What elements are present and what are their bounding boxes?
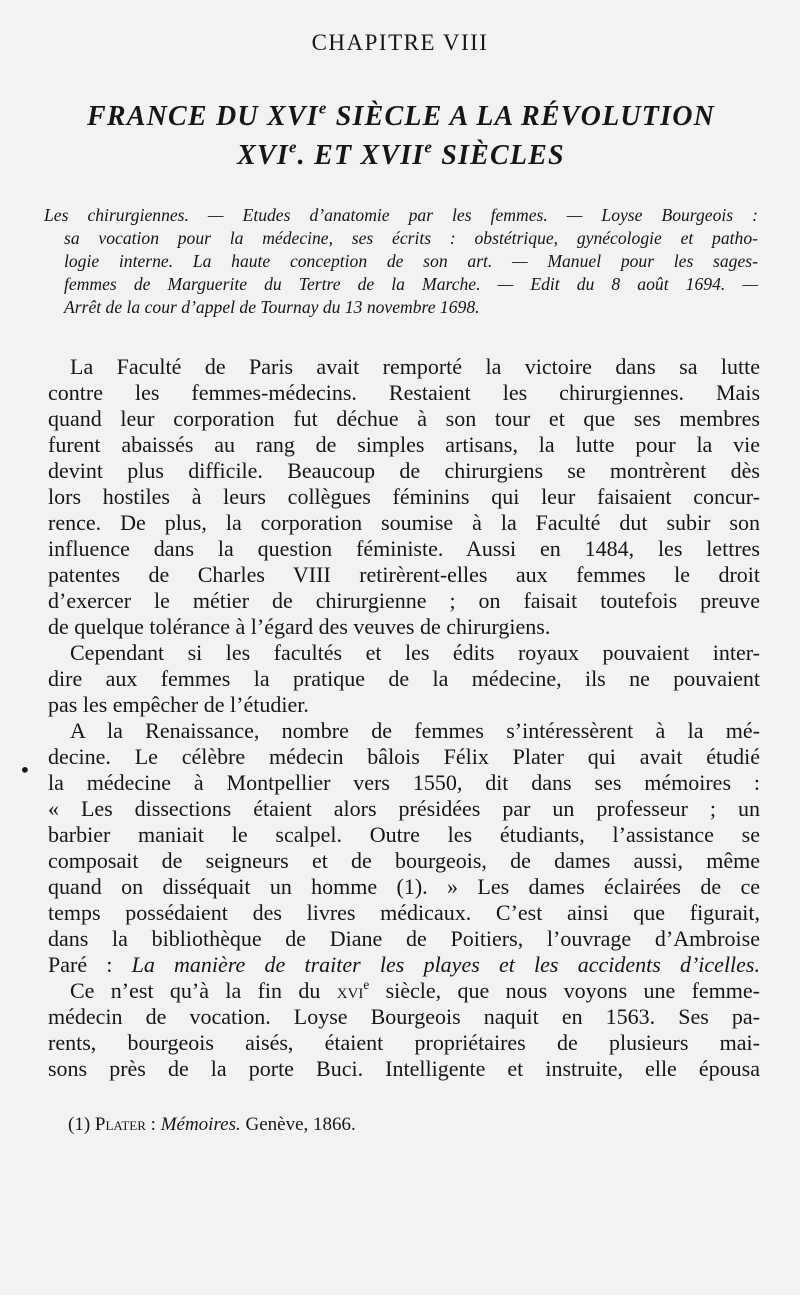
footnote-work-title: Mémoires. xyxy=(160,1114,241,1135)
title-text: SIÈCLES xyxy=(433,140,565,171)
body-line: influence dans la question féministe. Aussi en 1484, les lettres xyxy=(48,536,760,561)
body-line: temps possédaient des livres médicaux. C’est ainsi que figurait, xyxy=(48,900,760,925)
body-line: quand leur corporation fut déchue à son tour et que ses membres xyxy=(48,406,760,431)
century-superscript: e xyxy=(363,976,370,992)
body-line: quand on disséquait un homme (1). » Les dames éclairées de ce xyxy=(48,874,760,899)
summary-line: logie interne. La haute conception de son art. — Manuel pour les sages- xyxy=(64,251,758,271)
footnote-separator: : xyxy=(145,1114,161,1135)
body-line: patentes de Charles VIII retirèrent-elles aux femmes le droit xyxy=(48,562,760,587)
chapter-title-line-2 xyxy=(44,137,758,172)
summary-line: sa vocation pour la médecine, ses écrits : obstétrique, gynécologie et patho- xyxy=(64,228,758,248)
body-line: dans la bibliothèque de Diane de Poitiers, l’ouvrage d’Ambroise xyxy=(48,926,760,951)
body-line: contre les femmes-médecins. Restaient les chirurgiennes. Mais xyxy=(48,380,760,405)
summary-line: Arrêt de la cour d’appel de Tournay du 13 novembre 1698. xyxy=(64,297,480,317)
body-line: Cependant si les facultés et les édits royaux pouvaient inter- xyxy=(70,640,760,665)
body-text xyxy=(48,354,760,1082)
body-line: médecin de vocation. Loyse Bourgeois naquit en 1563. Ses pa- xyxy=(48,1004,760,1029)
body-line: composait de seigneurs et de bourgeois, de dames aussi, même xyxy=(48,848,760,873)
title-superscript: e xyxy=(318,98,328,118)
title-text: XVI xyxy=(237,140,290,171)
book-title-pare: La manière de traiter les playes et les accidents d’icelles. xyxy=(131,952,760,977)
body-line-text: Ce n’est qu’à la fin du xyxy=(70,978,337,1003)
body-line: la médecine à Montpellier vers 1550, dit dans ses mémoires : xyxy=(48,770,760,795)
summary-line: femmes de Marguerite du Tertre de la Marche. — Edit du 8 août 1694. — xyxy=(64,274,758,294)
body-line: pas les empêcher de l’étudier. xyxy=(48,692,309,717)
body-line: furent abaissés au rang de simples artisans, la lutte pour la vie xyxy=(48,432,760,457)
footnote xyxy=(68,1114,356,1136)
chapter-title-line-1 xyxy=(44,98,758,133)
summary-line: Les chirurgiennes. — Etudes d’anatomie par les femmes. — Loyse Bourgeois : xyxy=(44,205,758,225)
title-text: SIÈCLE A LA RÉVOLUTION xyxy=(327,101,716,132)
body-line: A la Renaissance, nombre de femmes s’intéressèrent à la mé- xyxy=(70,718,760,743)
body-line-text: Paré : xyxy=(48,952,132,977)
title-superscript: e xyxy=(424,137,434,157)
chapter-heading: CHAPITRE VIII xyxy=(311,30,489,55)
body-line-text: siècle, que nous voyons une femme- xyxy=(369,978,760,1003)
chapter-summary xyxy=(44,204,758,319)
body-line: decine. Le célèbre médecin bâlois Félix Plater qui avait étudié xyxy=(48,744,760,769)
margin-mark: • xyxy=(19,758,31,782)
footnote-publication: Genève, 1866. xyxy=(240,1114,356,1135)
body-line: barbier maniait le scalpel. Outre les étudiants, l’assistance se xyxy=(48,822,760,847)
body-line: dire aux femmes la pratique de la médecine, ils ne pouvaient xyxy=(48,666,760,691)
footnote-author: Plater xyxy=(94,1114,146,1135)
body-line: « Les dissections étaient alors présidées par un professeur ; un xyxy=(48,796,760,821)
title-text: . ET XVII xyxy=(297,140,425,171)
body-line: rents, bourgeois aisés, étaient propriétaires de plusieurs mai- xyxy=(48,1030,760,1055)
body-line-pare xyxy=(48,952,760,978)
body-line: de quelque tolérance à l’égard des veuves de chirurgiens. xyxy=(48,614,551,639)
title-text: FRANCE DU XVI xyxy=(86,101,319,132)
body-line: devint plus difficile. Beaucoup de chirurgiens se montrèrent dès xyxy=(48,458,760,483)
body-line: La Faculté de Paris avait remporté la victoire dans sa lutte xyxy=(70,354,760,379)
title-superscript: e xyxy=(289,137,298,157)
century-numeral: xvi xyxy=(336,978,364,1003)
footnote-number: (1) xyxy=(68,1114,95,1135)
body-line: d’exercer le métier de chirurgienne ; on faisait toutefois preuve xyxy=(48,588,760,613)
body-line: sons près de la porte Buci. Intelligente et instruite, elle épousa xyxy=(48,1056,760,1081)
body-line: rence. De plus, la corporation soumise à la Faculté dut subir son xyxy=(48,510,760,535)
body-line: lors hostiles à leurs collègues féminins qui leur faisaient concur- xyxy=(48,484,760,509)
body-line-century xyxy=(48,978,760,1004)
